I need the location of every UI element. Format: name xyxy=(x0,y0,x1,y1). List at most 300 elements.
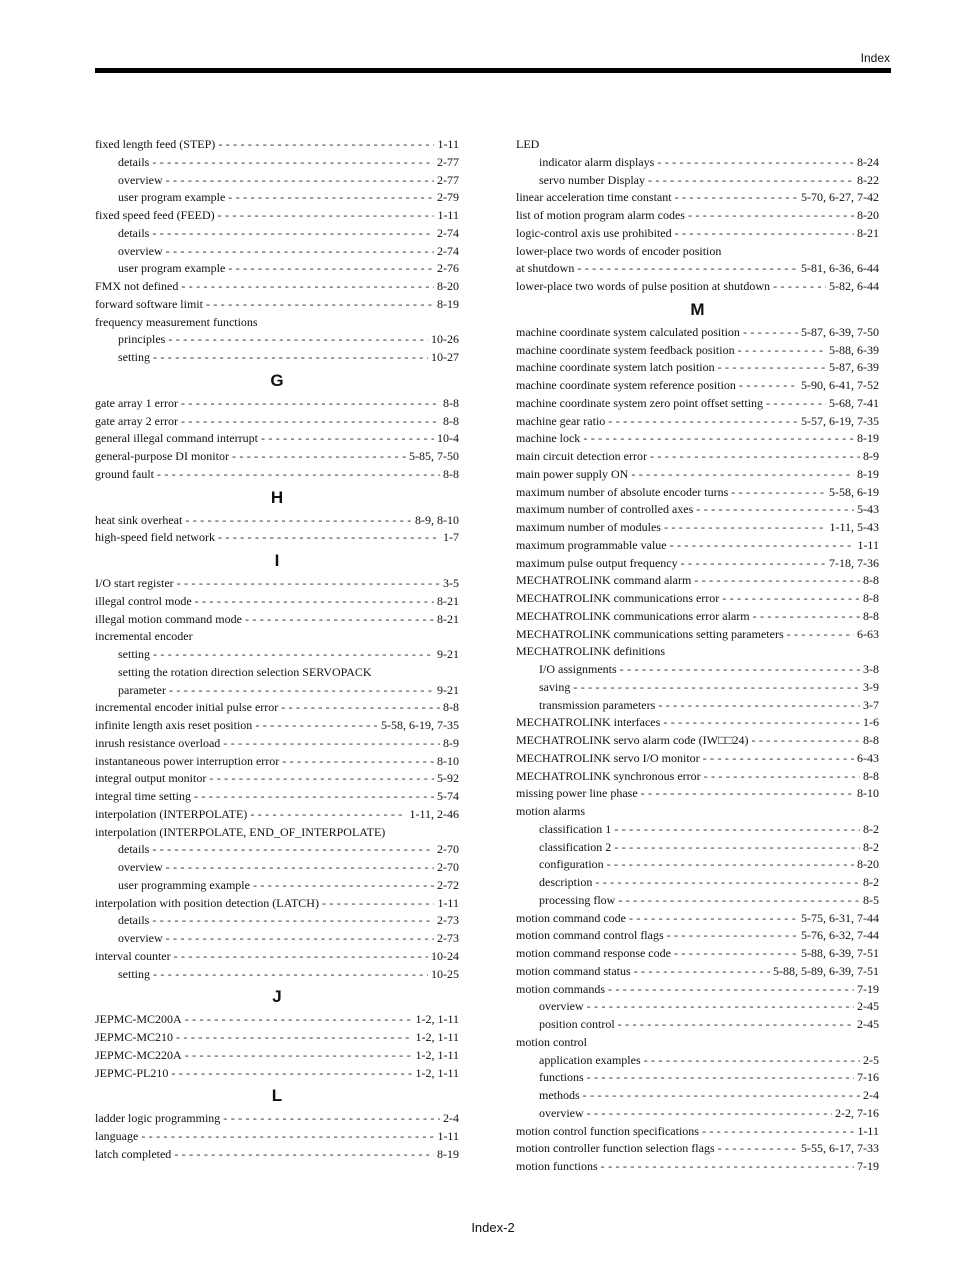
index-entry xyxy=(95,207,459,225)
page-number: Index-2 xyxy=(471,1220,515,1235)
entry-term: MECHATROLINK servo I/O monitor xyxy=(516,750,700,765)
entry-pages: 8-9 xyxy=(863,449,879,463)
dot-leader xyxy=(153,966,428,984)
index-entry xyxy=(95,806,459,824)
index-entry xyxy=(95,1065,459,1083)
dot-leader xyxy=(157,466,440,484)
entry-term: heat sink overheat xyxy=(95,512,183,527)
entry-pages: 2-79 xyxy=(437,190,459,205)
entry-pages: 5-82, 6-44 xyxy=(829,279,879,293)
entry-pages: 5-81, 6-36, 6-44 xyxy=(801,261,879,276)
index-entry xyxy=(516,572,879,590)
entry-term: MECHATROLINK synchronous error xyxy=(516,768,701,783)
dot-leader xyxy=(185,1011,413,1029)
entry-term: motion control function specifications xyxy=(516,1123,699,1138)
entry-pages: 5-58, 6-19 xyxy=(829,484,879,499)
dot-leader xyxy=(587,1105,832,1123)
entry-term: maximum number of controlled axes xyxy=(516,502,694,517)
entry-pages: 2-2, 7-16 xyxy=(835,1105,879,1120)
entry-term: machine coordinate system latch position xyxy=(516,360,715,375)
index-entry xyxy=(516,519,879,537)
entry-term: classification 2 xyxy=(539,839,612,854)
entry-term: machine coordinate system zero point offset setting xyxy=(516,395,764,410)
dot-leader xyxy=(195,593,434,611)
index-entry xyxy=(95,1146,459,1164)
dot-leader xyxy=(614,821,860,839)
index-entry xyxy=(516,785,879,803)
entry-pages: 5-87, 6-39 xyxy=(829,360,879,375)
index-entry xyxy=(95,824,459,842)
section-letter: H xyxy=(270,487,284,507)
index-entry xyxy=(516,750,879,768)
entry-term: details xyxy=(118,842,150,857)
index-subentry xyxy=(95,682,459,700)
index-entry xyxy=(95,278,459,296)
entry-pages: 1-11 xyxy=(437,1129,459,1143)
dot-leader xyxy=(166,930,434,948)
entry-term: overview xyxy=(118,243,163,258)
dot-leader xyxy=(618,1016,854,1034)
index-entry xyxy=(516,981,879,999)
index-entry xyxy=(95,448,459,466)
section-letter: M xyxy=(690,299,705,319)
index-entry xyxy=(516,1123,879,1141)
entry-term: setting xyxy=(118,647,150,661)
entry-pages: 2-77 xyxy=(437,172,459,187)
dot-leader xyxy=(675,225,854,243)
dot-leader xyxy=(650,448,860,466)
entry-pages: 3-7 xyxy=(863,697,879,712)
index-subentry xyxy=(95,859,459,877)
entry-pages: 8-9, 8-10 xyxy=(415,512,459,527)
section-letter: L xyxy=(271,1086,283,1106)
index-entry xyxy=(95,575,459,593)
dot-leader xyxy=(166,243,434,261)
index-entry xyxy=(516,1158,879,1176)
index-entry xyxy=(516,448,879,466)
dot-leader xyxy=(657,154,854,172)
dot-leader xyxy=(206,296,434,314)
dot-leader xyxy=(573,679,860,697)
entry-term: motion command code xyxy=(516,910,626,925)
index-entry xyxy=(516,395,879,413)
dot-leader xyxy=(577,260,798,278)
dot-leader xyxy=(595,874,860,892)
entry-pages: 2-5 xyxy=(863,1052,879,1067)
entry-term: general-purpose DI monitor xyxy=(95,449,229,463)
entry-pages: 1-11 xyxy=(437,208,459,222)
entry-pages: 10-24 xyxy=(431,948,459,963)
entry-pages: 7-19 xyxy=(857,981,879,996)
entry-term: I/O start register xyxy=(95,576,174,590)
entry-pages: 8-19 xyxy=(437,296,459,311)
dot-leader xyxy=(169,682,434,700)
index-entry xyxy=(95,413,459,431)
index-column-right xyxy=(516,136,879,1176)
entry-pages: 2-4 xyxy=(443,1111,459,1126)
dot-leader xyxy=(587,1069,854,1087)
dot-leader xyxy=(245,611,434,629)
section-letter: J xyxy=(272,987,282,1007)
dot-leader xyxy=(218,207,435,225)
index-entry xyxy=(95,1047,459,1065)
dot-leader xyxy=(738,342,826,360)
dot-leader xyxy=(631,466,854,484)
dot-leader xyxy=(753,608,860,626)
index-subentry xyxy=(516,874,879,892)
entry-pages: 5-88, 6-39, 7-51 xyxy=(801,946,879,960)
dot-leader xyxy=(702,1123,854,1141)
entry-pages: 8-10 xyxy=(437,753,459,768)
index-entry xyxy=(95,430,459,448)
index-subentry xyxy=(516,154,879,172)
entry-pages: 7-19 xyxy=(857,1159,879,1173)
entry-pages: 8-19 xyxy=(857,466,879,481)
entry-term: machine gear ratio xyxy=(516,413,606,428)
entry-term: overview xyxy=(118,860,163,874)
index-subentry xyxy=(95,260,459,278)
entry-pages: 7-18, 7-36 xyxy=(829,555,879,570)
entry-pages: 2-72 xyxy=(437,877,459,892)
entry-term: incremental encoder initial pulse error xyxy=(95,700,279,715)
index-entry xyxy=(516,963,879,981)
entry-term: I/O assignments xyxy=(539,662,617,676)
entry-term: infinite length axis reset position xyxy=(95,718,253,732)
dot-leader xyxy=(253,877,434,895)
index-entry xyxy=(516,608,879,626)
index-entry xyxy=(95,699,459,717)
entry-term: position control xyxy=(539,1017,615,1031)
entry-pages: 3-9 xyxy=(863,679,879,694)
index-entry xyxy=(516,501,879,519)
entry-term: machine lock xyxy=(516,431,581,446)
entry-term: user programming example xyxy=(118,877,250,892)
index-subentry xyxy=(516,1069,879,1087)
dot-leader xyxy=(152,154,434,172)
index-subentry xyxy=(516,892,879,910)
dot-leader xyxy=(607,856,854,874)
entry-term: application examples xyxy=(539,1052,641,1067)
entry-term: setting xyxy=(118,966,150,981)
dot-leader xyxy=(773,278,826,296)
dot-leader xyxy=(667,927,798,945)
entry-term: motion functions xyxy=(516,1159,598,1173)
index-entry xyxy=(516,1140,879,1158)
entry-pages: 10-26 xyxy=(431,332,459,347)
index-entry xyxy=(95,770,459,788)
index-entry xyxy=(95,735,459,753)
index-entry xyxy=(95,1128,459,1146)
index-subentry xyxy=(516,679,879,697)
index-entry xyxy=(95,1011,459,1029)
entry-term: integral output monitor xyxy=(95,771,207,786)
entry-term: functions xyxy=(539,1070,584,1085)
dot-leader xyxy=(228,189,434,207)
entry-term: list of motion program alarm codes xyxy=(516,208,685,222)
dot-leader xyxy=(152,841,434,859)
entry-term: setting the rotation direction selection SERVOPACK xyxy=(118,664,372,679)
index-entry xyxy=(516,189,879,207)
running-header: Index xyxy=(860,51,890,65)
dot-leader xyxy=(583,1087,860,1105)
entry-pages: 8-2 xyxy=(863,821,879,836)
entry-pages: 8-20 xyxy=(857,857,879,872)
entry-pages: 2-73 xyxy=(437,913,459,928)
entry-term: logic-control axis use prohibited xyxy=(516,225,672,240)
entry-pages: 5-58, 6-19, 7-35 xyxy=(381,718,459,732)
entry-term: details xyxy=(118,913,150,928)
dot-leader xyxy=(629,910,798,928)
entry-term: main power supply ON xyxy=(516,466,629,481)
entry-pages: 8-5 xyxy=(863,892,879,907)
entry-pages: 8-8 xyxy=(443,395,459,410)
index-subentry xyxy=(95,646,459,664)
dot-leader xyxy=(166,172,434,190)
entry-term: illegal motion command mode xyxy=(95,611,242,626)
dot-leader xyxy=(181,278,434,296)
entry-term: MECHATROLINK servo alarm code (IW□□24) xyxy=(516,733,749,747)
dot-leader xyxy=(718,359,826,377)
entry-term: machine coordinate system reference position xyxy=(516,378,736,392)
dot-leader xyxy=(223,735,440,753)
index-subentry xyxy=(516,821,879,839)
entry-pages: 5-88, 6-39 xyxy=(829,342,879,357)
index-entry xyxy=(516,768,879,786)
dot-leader xyxy=(261,430,434,448)
entry-pages: 8-24 xyxy=(857,154,879,169)
entry-term: language xyxy=(95,1129,139,1143)
entry-term: machine coordinate system feedback position xyxy=(516,342,735,357)
index-subentry xyxy=(516,1105,879,1123)
entry-term: FMX not defined xyxy=(95,279,179,293)
entry-term: JEPMC-MC200A xyxy=(95,1012,182,1027)
entry-term: MECHATROLINK communications setting parameters xyxy=(516,626,784,641)
entry-term: integral time setting xyxy=(95,789,191,803)
dot-leader xyxy=(228,260,434,278)
entry-term: maximum number of absolute encoder turns xyxy=(516,484,729,499)
entry-term: servo number Display xyxy=(539,172,645,187)
entry-pages: 8-8 xyxy=(863,733,879,747)
entry-pages: 8-21 xyxy=(437,593,459,608)
dot-leader xyxy=(153,349,428,367)
entry-term: saving xyxy=(539,679,571,694)
index-entry xyxy=(95,611,459,629)
entry-term: overview xyxy=(118,931,163,945)
entry-term: processing flow xyxy=(539,892,616,907)
index-entry xyxy=(95,593,459,611)
entry-pages: 8-8 xyxy=(863,608,879,623)
entry-pages: 2-4 xyxy=(863,1088,879,1102)
entry-pages: 2-45 xyxy=(857,1017,879,1031)
dot-leader xyxy=(644,1052,860,1070)
dot-leader xyxy=(166,859,434,877)
entry-pages: 8-8 xyxy=(443,700,459,715)
index-entry xyxy=(516,430,879,448)
entry-pages: 1-11, 5-43 xyxy=(829,520,879,534)
index-subentry xyxy=(516,1052,879,1070)
dot-leader xyxy=(583,430,854,448)
entry-term: inrush resistance overload xyxy=(95,735,221,750)
entry-term: MECHATROLINK interfaces xyxy=(516,715,661,730)
entry-pages: 10-4 xyxy=(437,431,459,446)
entry-term: description xyxy=(539,875,593,889)
entry-term: MECHATROLINK communications error xyxy=(516,591,720,605)
dot-leader xyxy=(232,448,406,466)
entry-term: setting xyxy=(118,350,150,364)
index-entry xyxy=(95,314,459,332)
entry-term: MECHATROLINK command alarm xyxy=(516,573,692,588)
index-subentry xyxy=(516,661,879,679)
entry-term: principles xyxy=(118,332,166,347)
index-entry xyxy=(516,359,879,377)
entry-term: motion commands xyxy=(516,981,605,996)
index-entry xyxy=(95,628,459,646)
entry-term: configuration xyxy=(539,857,604,872)
entry-pages: 8-21 xyxy=(437,611,459,626)
dot-leader xyxy=(608,981,854,999)
entry-term: JEPMC-MC220A xyxy=(95,1047,182,1062)
dot-leader xyxy=(648,172,854,190)
index-entry xyxy=(516,626,879,644)
dot-leader xyxy=(620,661,860,679)
dot-leader xyxy=(174,1146,434,1164)
entry-term: overview xyxy=(539,999,584,1014)
entry-pages: 3-5 xyxy=(443,576,459,590)
index-entry xyxy=(516,927,879,945)
dot-leader xyxy=(681,555,826,573)
index-entry xyxy=(516,413,879,431)
dot-leader xyxy=(658,697,860,715)
index-subentry xyxy=(95,930,459,948)
entry-term: at shutdown xyxy=(516,261,575,276)
dot-leader xyxy=(766,395,826,413)
entry-term: classification 1 xyxy=(539,821,612,836)
entry-pages: 2-74 xyxy=(437,243,459,258)
entry-pages: 1-2, 1-11 xyxy=(415,1030,459,1044)
entry-pages: 5-68, 7-41 xyxy=(829,395,879,410)
entry-term: details xyxy=(118,225,150,240)
entry-pages: 2-73 xyxy=(437,931,459,945)
dot-leader xyxy=(618,892,860,910)
entry-pages: 8-22 xyxy=(857,172,879,187)
dot-leader xyxy=(601,1158,854,1176)
entry-pages: 8-20 xyxy=(437,279,459,293)
entry-pages: 2-74 xyxy=(437,225,459,240)
index-subentry xyxy=(95,349,459,367)
entry-pages: 5-85, 7-50 xyxy=(409,449,459,463)
index-entry xyxy=(516,714,879,732)
entry-term: maximum number of modules xyxy=(516,520,661,534)
entry-term: LED xyxy=(516,137,540,151)
dot-leader xyxy=(152,912,434,930)
entry-term: frequency measurement functions xyxy=(95,314,258,329)
dot-leader xyxy=(704,768,860,786)
entry-term: JEPMC-PL210 xyxy=(95,1065,169,1080)
index-entry xyxy=(95,1029,459,1047)
section-letter: I xyxy=(274,551,280,570)
dot-leader xyxy=(688,207,854,225)
index-subentry xyxy=(516,1087,879,1105)
entry-term: ground fault xyxy=(95,466,154,481)
entry-pages: 8-21 xyxy=(857,225,879,240)
dot-leader xyxy=(739,377,798,395)
entry-pages: 8-9 xyxy=(443,735,459,750)
entry-pages: 6-43 xyxy=(857,750,879,765)
entry-term: instantaneous power interruption error xyxy=(95,753,280,768)
index-entry xyxy=(95,753,459,771)
entry-pages: 6-63 xyxy=(857,626,879,641)
index-subentry xyxy=(516,839,879,857)
index-subentry xyxy=(95,189,459,207)
entry-pages: 1-2, 1-11 xyxy=(415,1047,459,1062)
index-subentry xyxy=(95,841,459,859)
index-entry xyxy=(516,136,879,154)
entry-pages: 8-10 xyxy=(857,786,879,801)
entry-term: gate array 2 error xyxy=(95,413,178,428)
entry-term: parameter xyxy=(118,682,166,697)
entry-term: MECHATROLINK definitions xyxy=(516,644,665,659)
index-entry xyxy=(516,484,879,502)
index-entry xyxy=(516,910,879,928)
dot-leader xyxy=(171,1065,412,1083)
index-entry xyxy=(516,278,879,296)
entry-term: user program example xyxy=(118,190,226,205)
dot-leader xyxy=(141,1128,434,1146)
dot-leader xyxy=(614,839,860,857)
entry-pages: 3-8 xyxy=(863,662,879,676)
entry-pages: 2-45 xyxy=(857,999,879,1014)
entry-term: methods xyxy=(539,1088,580,1102)
index-subentry xyxy=(95,172,459,190)
entry-term: missing power line phase xyxy=(516,786,638,801)
index-entry xyxy=(516,342,879,360)
entry-term: incremental encoder xyxy=(95,629,193,644)
index-subentry xyxy=(95,966,459,984)
entry-pages: 8-8 xyxy=(863,768,879,783)
entry-pages: 1-11 xyxy=(857,537,879,552)
entry-term: overview xyxy=(118,172,163,187)
index-entry xyxy=(516,732,879,750)
entry-term: overview xyxy=(539,1105,584,1120)
entry-term: interpolation (INTERPOLATE, END_OF_INTERPOLATE) xyxy=(95,824,386,839)
entry-pages: 2-77 xyxy=(437,154,459,169)
index-column-left xyxy=(95,136,459,1164)
index-entry xyxy=(516,1034,879,1052)
dot-leader xyxy=(152,225,434,243)
dot-leader xyxy=(751,732,860,750)
index-entry xyxy=(95,512,459,530)
entry-pages: 5-55, 6-17, 7-33 xyxy=(801,1141,879,1156)
entry-pages: 8-8 xyxy=(443,466,459,481)
entry-pages: 9-21 xyxy=(437,647,459,661)
entry-pages: 1-7 xyxy=(443,530,459,545)
index-subentry xyxy=(95,225,459,243)
dot-leader xyxy=(675,189,798,207)
entry-term: latch completed xyxy=(95,1146,172,1161)
entry-term: MECHATROLINK communications error alarm xyxy=(516,608,750,623)
entry-pages: 1-11, 2-46 xyxy=(409,806,459,821)
dot-leader xyxy=(634,963,770,981)
entry-term: details xyxy=(118,154,150,169)
index-entry xyxy=(516,225,879,243)
dot-leader xyxy=(218,136,434,154)
index-subentry xyxy=(95,912,459,930)
entry-term: high-speed field network xyxy=(95,530,215,545)
entry-pages: 5-70, 6-27, 7-42 xyxy=(801,190,879,205)
index-entry xyxy=(95,529,459,547)
entry-term: linear acceleration time constant xyxy=(516,190,672,205)
entry-pages: 9-21 xyxy=(437,682,459,697)
